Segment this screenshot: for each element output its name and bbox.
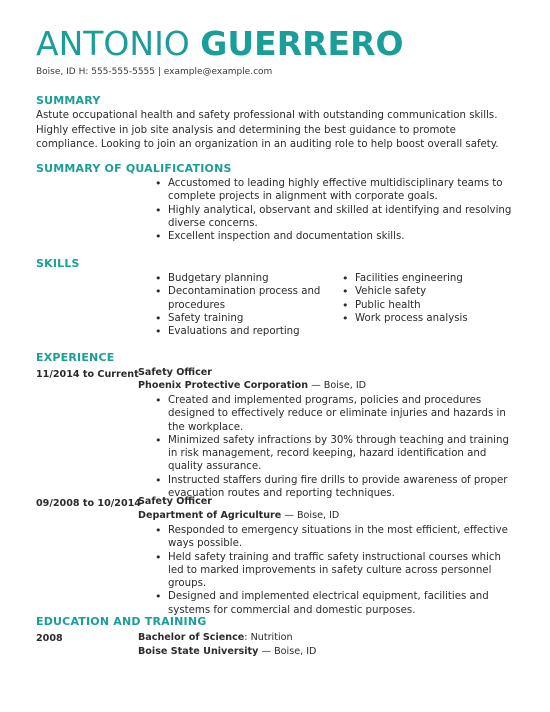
list-item: • Work process analysis xyxy=(341,312,521,325)
degree-field: : Nutrition xyxy=(244,632,293,643)
list-item: • Instructed staffers during fire drills to provide awareness of proper evacuation routes and reporting techniques. xyxy=(154,474,516,501)
list-item: • Responded to emergency situations in the most efficient, effective ways possible. xyxy=(154,524,516,551)
qualifications-heading: SUMMARY OF QUALIFICATIONS xyxy=(36,162,232,175)
skills-list-left xyxy=(154,272,329,338)
company-location: — Boise, ID xyxy=(281,510,340,521)
summary-heading: SUMMARY xyxy=(36,94,101,107)
last-name: GUERRERO xyxy=(200,24,404,63)
skills-list-right xyxy=(341,272,521,325)
contact-line: Boise, ID H: 555-555-5555 | example@example.com xyxy=(36,67,273,77)
company-name: Department of Agriculture xyxy=(138,510,282,521)
job-bullets xyxy=(154,394,516,500)
skills-heading: SKILLS xyxy=(36,257,80,270)
list-item: • Decontamination process and procedures xyxy=(154,285,329,312)
job-title: Safety Officer xyxy=(138,367,213,378)
education-year: 2008 xyxy=(36,633,63,644)
qualifications-list xyxy=(154,177,516,243)
job-bullets xyxy=(154,524,516,617)
job-title: Safety Officer xyxy=(138,496,213,507)
list-item: • Created and implemented programs, policies and procedures designed to effectively reduce or eliminate injuries and hazards in the workplace. xyxy=(154,394,516,434)
job-company xyxy=(138,380,366,391)
education-degree xyxy=(138,632,293,643)
list-item: • Accustomed to leading highly effective multidisciplinary teams to complete projects in alignment with corporate goals. xyxy=(154,177,516,204)
list-item: • Public health xyxy=(341,299,521,312)
job-dates: 09/2008 to 10/2014 xyxy=(36,498,141,509)
school-name: Boise State University xyxy=(138,646,259,657)
degree-name: Bachelor of Science xyxy=(138,632,245,643)
summary-text: Astute occupational health and safety professional with outstanding communication skills. Highly effective in job site analysis and determining the best guidance to promote compliance. Looking to join an organization in an auditing role to help boost overall safety. xyxy=(36,110,499,151)
candidate-name xyxy=(36,24,404,64)
list-item: • Excellent inspection and documentation skills. xyxy=(154,230,516,243)
list-item: • Facilities engineering xyxy=(341,272,521,285)
education-heading: EDUCATION AND TRAINING xyxy=(36,615,207,628)
list-item: • Held safety training and traffic safety instructional courses which led to marked improvements in safety culture across personnel groups. xyxy=(154,551,516,591)
first-name: ANTONIO xyxy=(36,24,190,63)
job-company xyxy=(138,510,339,521)
company-location: — Boise, ID xyxy=(308,380,367,391)
job-dates: 11/2014 to Current xyxy=(36,369,139,380)
list-item: • Minimized safety infractions by 30% through teaching and training in risk management, record keeping, hazard identification and quality assurance. xyxy=(154,434,516,474)
list-item: • Highly analytical, observant and skilled at identifying and resolving diverse concerns. xyxy=(154,204,516,231)
school-location: — Boise, ID xyxy=(258,646,317,657)
list-item: • Designed and implemented electrical equipment, facilities and systems for commercial and domestic purposes. xyxy=(154,590,516,617)
list-item: • Budgetary planning xyxy=(154,272,329,285)
list-item: • Safety training xyxy=(154,312,329,325)
education-school xyxy=(138,646,316,657)
list-item: • Vehicle safety xyxy=(341,285,521,298)
experience-heading: EXPERIENCE xyxy=(36,351,115,364)
list-item: • Evaluations and reporting xyxy=(154,325,329,338)
company-name: Phoenix Protective Corporation xyxy=(138,380,309,391)
